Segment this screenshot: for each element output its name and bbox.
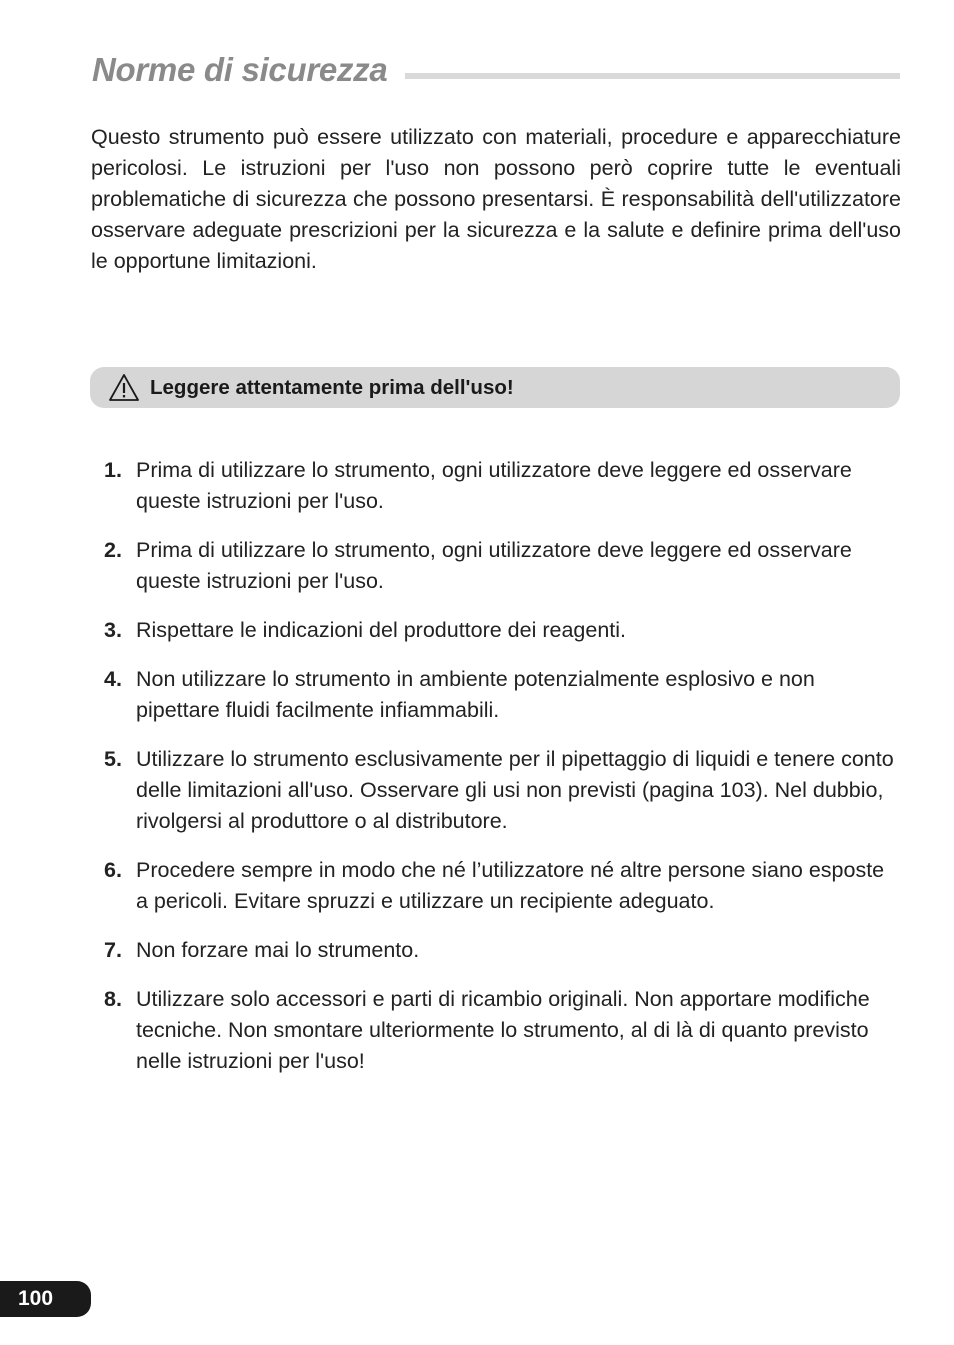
- rule-text: Non utilizzare lo strumento in ambiente potenzialmente esplosivo e non pipettare fluidi facilmente infiammabili.: [136, 667, 815, 722]
- rule-text: Prima di utilizzare lo strumento, ogni utilizzatore deve leggere ed osservare queste istruzioni per l'uso.: [136, 538, 852, 593]
- rule-item-3: [104, 615, 902, 646]
- rule-number: 7.: [104, 938, 122, 962]
- warning-banner: [90, 367, 900, 408]
- rule-number: 5.: [104, 747, 122, 771]
- rule-text: Non forzare mai lo strumento.: [136, 938, 420, 962]
- warning-text: Leggere attentamente prima dell'uso!: [150, 375, 514, 399]
- intro-paragraph: Questo strumento può essere utilizzato con materiali, procedure e apparecchiature pericolosi. Le istruzioni per l'uso non possono però coprire tutte le eventuali problematiche di sicurezza che possono presentarsi. È responsabilità dell'utilizzatore osservare adeguate prescrizioni per la sicurezza e la salute e definire prima dell'uso le opportune limitazioni.: [91, 125, 901, 273]
- page-number-badge: [0, 1281, 91, 1317]
- rule-number: 8.: [104, 987, 122, 1011]
- rule-text: Rispettare le indicazioni del produttore dei reagenti.: [136, 618, 627, 642]
- rule-number: 1.: [104, 458, 122, 482]
- rule-item-6: [104, 855, 902, 917]
- rule-item-7: [104, 935, 902, 966]
- rule-text: Utilizzare lo strumento esclusivamente per il pipettaggio di liquidi e tenere conto delle limitazioni all'uso. Osservare gli usi non previsti (pagina 103). Nel dubbio, rivolgersi al produttore o al distributore.: [136, 747, 894, 833]
- rule-number: 2.: [104, 538, 122, 562]
- rule-number: 3.: [104, 618, 122, 642]
- rule-number: 6.: [104, 858, 122, 882]
- rule-item-8: [104, 984, 902, 1077]
- warning-triangle-icon: [108, 372, 140, 404]
- rule-text: Procedere sempre in modo che né l’utilizzatore né altre persone siano esposte a pericoli. Evitare spruzzi e utilizzare un recipiente adeguato.: [136, 858, 885, 913]
- rule-item-1: [104, 455, 902, 517]
- safety-rules-list: [104, 455, 902, 1095]
- rule-item-2: [104, 535, 902, 597]
- page-number: 100: [18, 1287, 54, 1310]
- rule-text: Prima di utilizzare lo strumento, ogni utilizzatore deve leggere ed osservare queste istruzioni per l'uso.: [136, 458, 852, 513]
- rule-item-5: [104, 744, 902, 837]
- rule-text: Utilizzare solo accessori e parti di ricambio originali. Non apportare modifiche tecniche. Non smontare ulteriormente lo strumento, al di là di quanto previsto nelle istruzioni per l'uso!: [136, 987, 870, 1073]
- title-row: [92, 48, 900, 92]
- page-title: Norme di sicurezza: [92, 51, 388, 88]
- rule-number: 4.: [104, 667, 122, 691]
- title-rule: [405, 73, 900, 79]
- rule-item-4: [104, 664, 902, 726]
